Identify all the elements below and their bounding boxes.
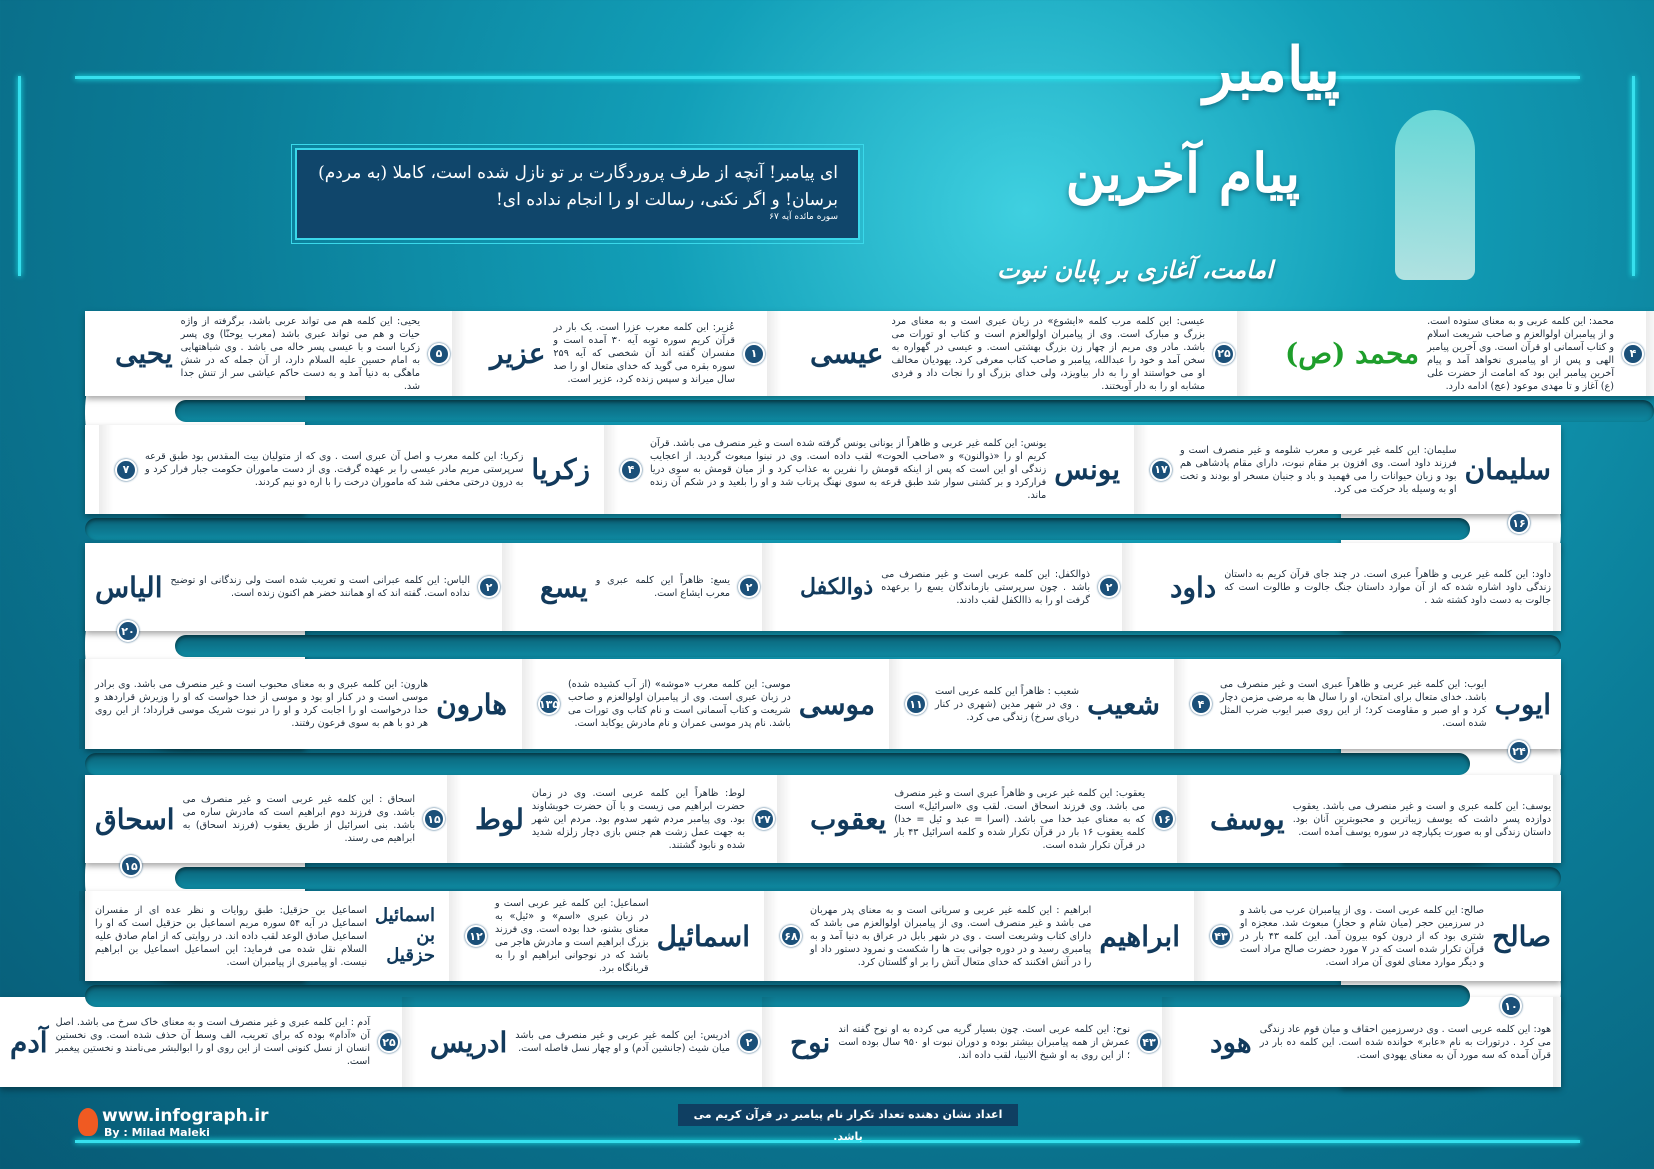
prophet-name: اسمائیل bbox=[656, 919, 750, 953]
mention-count-badge: ۲۵ bbox=[378, 1031, 400, 1053]
mention-count-badge: ۲۰ bbox=[117, 620, 139, 642]
mention-count-badge: ۶۸ bbox=[780, 925, 802, 947]
prophet-card bbox=[480, 311, 775, 396]
prophet-description: الیاس: این کلمه عبرانی است و تعریب شده است ولی زندگانی او توضیح نداده است. گفته اند که او همانند خضر هم اکنون زنده است. bbox=[170, 575, 470, 599]
prophet-name: آدم bbox=[10, 1025, 48, 1059]
prophet-description: عُزیر: این کلمه معرب عزرا است. یک بار در قرآن کریم سوره توبه آیه ۳۰ آمده است و مفسران گفته اند آن شخصی که آیه ۲۵۹ سوره بقره می گوید که خدای متعال او را صد سال میراند و سپس زنده کرد، عزیر است. bbox=[553, 322, 735, 385]
mention-count-badge: ۲ bbox=[738, 576, 760, 598]
prophet-card bbox=[85, 775, 455, 863]
mention-count-badge: ۴۳ bbox=[1210, 925, 1232, 947]
mention-count-badge: ۲ bbox=[1098, 576, 1120, 598]
prophet-description: ایوب: این کلمه غیر عربی و ظاهراً عبری است و غیر منصرف می باشد. خدای متعال برای امتحان، او را سال ها به مرضی مزمن دچار کرد و او صبر و مقاومت کرد؛ از این روی صبر ایوب ضرب المثل شده است. bbox=[1220, 679, 1487, 729]
prophet-description: یسع: ظاهراً این کلمه عبری و معرب ایشاع است. bbox=[595, 575, 730, 599]
prophet-name: محمد (ص) bbox=[1285, 337, 1420, 370]
mention-count-badge: ۱۳۵ bbox=[538, 693, 560, 715]
mention-count-badge: ۱۶ bbox=[1153, 808, 1175, 830]
prophet-name: لوط bbox=[475, 802, 524, 836]
prophet-name: ابراهیم bbox=[1099, 919, 1180, 953]
title-line-2: پیام آخرین bbox=[1065, 141, 1300, 205]
title-line-1: پیامبر bbox=[1203, 35, 1340, 105]
prophet-description: لوط: ظاهراً این کلمه عربی است. وی در زمان حضرت ابراهیم می زیست و با آن حضرت خویشاوند بود. وی پیامبر مردم شهر سدوم بود. مردم این شهر به جهت عمل زشت هم جنس بازی دچار زلزله شدید شده و نابود گشتند. bbox=[531, 787, 745, 851]
mention-count-badge: ۷ bbox=[115, 459, 137, 481]
footnote: اعداد نشان دهنده تعداد تکرار نام پیامبر در قرآن کریم می باشد. bbox=[678, 1104, 1018, 1126]
prophet-card bbox=[1180, 659, 1561, 749]
path-gap bbox=[85, 518, 1470, 540]
prophet-description: صالح: این کلمه عربی است . وی از پیامبران عرب می باشد و در سرزمین حجر (میان شام و حجاز) مبعوث شد. معجزه او شتری بود که از درون کوه بیرون آمد. این کلمه ۴۳ بار در قرآن تکرار شده است که در ۷ مورد حضرت صالح مراد است و دیگر موارد معنای لغوی آن مراد است. bbox=[1240, 904, 1485, 968]
prophet-description: یونس: این کلمه غیر عربی و ظاهراً از یونانی یونس گرفته شده است و غیر منصرف می باشد. قرآن کریم او را «ذوالنون» و «صاحب الحوت» لقب داده است. وی در نینوا مبعوث گردید. از اعجایب زندگی او این است که پس از اینکه قومش را نفرین به عذاب کرد و از میان قومش به سوی دریا فرارکرد و بر کشتی سوار شد طبق قرعه به سوی نهنگ پرتاب شد و او را بلعید و در شکم آن زنده ماند. bbox=[650, 438, 1047, 501]
raised-hands-icon bbox=[1395, 110, 1475, 280]
prophet-name: عزیر bbox=[490, 337, 546, 370]
prophet-name: موسی bbox=[798, 687, 875, 721]
prophet-name: یوسف bbox=[1210, 802, 1285, 836]
logo-mark-icon bbox=[78, 1108, 98, 1136]
prophet-description: اسماعیل: این کلمه غیر عربی است و در زبان عبری «اسم» و «ئیل» به معنای بشنو، خدا بوده است. وی فرزند بزرگ ابراهیم است و مادرش هاجر می باشد که در نوجوانی ابراهیم او را به قربانگاه برد. bbox=[495, 898, 649, 974]
prophet-card bbox=[780, 997, 1170, 1087]
mention-count-badge: ۲۵ bbox=[1213, 343, 1235, 365]
prophet-name: ادریس bbox=[430, 1025, 508, 1059]
prophet-description: زکریا: این کلمه معرب و اصل آن عبری است . وی که از متولیان بیت المقدس بود طبق قرعه سرپرستی مریم مادر عیسی را بر عهده گرفت. وی از دست ماموران حکومت جبار فرار کرد و به درون درختی مخفی شد که ماموران درخت را با اره دو نیم کردند. bbox=[145, 451, 524, 488]
prophet-description: ذوالکفل: این کلمه عربی است و غیر منصرف می باشد . چون سرپرستی بازماندگان یسع را برعهده گرفت او را به ذاالکفل لقب دادند. bbox=[881, 568, 1090, 606]
prophet-card bbox=[1160, 543, 1561, 631]
prophet-description: ابراهیم : این کلمه غیر عربی و سریانی است و به معنای پدر مهربان می باشد و غیر منصرف است. وی از پیامبران اولوالعزم می باشد که دارای کتاب وشریعت است . وی در شهر بابل در عراق به دنیا آمد و به پیامبری رسید و در دوره جوانی بت ها را شکست و نمرود دستور داد او را در آتش افکنند که خدای متعال آتش را بر او گلستان کرد. bbox=[810, 904, 1092, 968]
path-gap bbox=[175, 400, 1654, 422]
prophet-card bbox=[455, 891, 760, 981]
frame-line-top bbox=[75, 76, 1580, 79]
prophet-card bbox=[0, 997, 410, 1087]
frame-line-right bbox=[1632, 76, 1635, 276]
mention-count-badge: ۱۰ bbox=[1500, 995, 1522, 1017]
prophet-card bbox=[420, 997, 770, 1087]
prophet-description: یحیی: این کلمه هم می تواند عربی باشد، برگرفته از واژه حیات و هم می تواند عبری باشد (معرب یوحنّا) وی پسر زکریا است و با عیسی پسر خاله می باشد . وی شباهتهایی به امام حسین علیه السلام دارد، از آن جمله که در شش ماهگی به دنیا آمد و به دست حاکم عیاشی سر از تنش جدا شد. bbox=[180, 315, 420, 392]
author-credit: By : Milad Maleki bbox=[104, 1126, 210, 1139]
prophet-card bbox=[530, 543, 770, 631]
mention-count-badge: ۱۲ bbox=[465, 925, 487, 947]
prophet-description: یوسف: این کلمه عبری و است و غیر منصرف می باشد. یعقوب دوازده پسر داشت که یوسف زیباترین و محبوبترین آنان بود. داستان زندگی او به صورت یکپارچه در سوره یوسف آمده است. bbox=[1292, 800, 1551, 838]
prophet-card bbox=[528, 659, 885, 749]
prophet-name: یعقوب bbox=[810, 802, 887, 836]
prophet-card bbox=[105, 425, 600, 514]
prophet-card bbox=[1200, 997, 1561, 1087]
prophet-card bbox=[800, 775, 1185, 863]
prophet-name: اسحاق bbox=[95, 802, 175, 836]
prophet-card bbox=[105, 311, 460, 396]
mention-count-badge: ۱۷ bbox=[1150, 459, 1172, 481]
prophet-card bbox=[85, 659, 517, 749]
mention-count-badge: ۱۵ bbox=[423, 808, 445, 830]
prophet-name: شعیب bbox=[1087, 687, 1160, 721]
quote-box bbox=[295, 148, 860, 240]
prophet-card bbox=[895, 659, 1170, 749]
prophet-name: ذوالکفل bbox=[800, 574, 874, 600]
prophet-description: اسحاق : این کلمه غیر عربی است و غیر منصرف می باشد. وی فرزند دوم ابراهیم است که مادرش ساره می باشد. بنی اسرائیل از طریق یعقوب (فرزند اسحاق) به ابراهیم می رسند. bbox=[182, 794, 415, 844]
path-gap bbox=[175, 867, 1561, 889]
mention-count-badge: ۱۵ bbox=[120, 855, 142, 877]
mention-count-badge: ۴ bbox=[1190, 693, 1212, 715]
mention-count-badge: ۲ bbox=[478, 576, 500, 598]
prophet-card bbox=[800, 311, 1245, 396]
path-gap bbox=[175, 635, 1561, 657]
prophet-name: هارون bbox=[436, 687, 507, 721]
prophet-name: اسمائیل بن حزقیل bbox=[374, 905, 435, 966]
page-subtitle: امامت، آغازی بر پایان نبوت bbox=[997, 255, 1273, 284]
path-gap bbox=[85, 753, 1470, 775]
prophet-name: یسع bbox=[540, 570, 588, 604]
prophet-card bbox=[1200, 775, 1561, 863]
quote-text: ای پیامبر! آنچه از طرف پروردگارت بر تو نازل شده است، کاملا (به مردم) برسان! و اگر نکنی، رسالت او را انجام نداده ای! bbox=[318, 163, 838, 210]
prophet-description: شعیب : ظاهراً این کلمه عربی است . وی در شهر مدین (شهری در کنار دریای سرخ) زندگی می کرد. bbox=[935, 685, 1080, 723]
quote-source: سوره مائده آیه ۶۷ bbox=[769, 212, 838, 222]
prophet-description: یعقوب: این کلمه غیر عربی و ظاهراً عبری است و غیر منصرف می باشد. وی فرزند اسحاق است. لقب وی «اسرائیل» است که به معنای عبد خدا می باشد. (اسرا = عبد و ئیل = خدا) کلمه یعقوب ۱۶ بار در قرآن تکرار شده و کلمه اسرائیل ۴۳ بار در قرآن تکرار شده است. bbox=[894, 787, 1146, 851]
prophet-description: هود: این کلمه عربی است . وی درسرزمین احقاف و میان قوم عاد زندگی می کرد . درتورات به نام «عابر» خوانده شده است. این کلمه ده بار در قرآن آمده که سه مورد آن به معنای یهودی است. bbox=[1259, 1023, 1551, 1061]
prophet-name: هود bbox=[1210, 1025, 1252, 1059]
prophet-card bbox=[85, 543, 510, 631]
prophet-card bbox=[610, 425, 1130, 514]
prophet-name: ایوب bbox=[1494, 687, 1551, 721]
prophet-card bbox=[1140, 425, 1561, 514]
prophet-description: اسماعیل بن حزقیل: طبق روایات و نظر عده ای از مفسران اسماعیل در آیه ۵۴ سوره مریم اسماعیل بن حزقیل است که او را اسماعیل صادق الوعد لقب داده اند. در روایتی که از امام صادق علیه السلام نقل شده می فرماید: این اسماعیل اسماعیل بن ابراهیم نیست. او پیامبری از پیامبران است. bbox=[95, 904, 367, 968]
prophet-name: یحیی bbox=[115, 337, 173, 370]
website-link[interactable]: www.infograph.ir bbox=[102, 1106, 269, 1126]
page-title bbox=[960, 20, 1340, 240]
prophet-name: زکریا bbox=[531, 453, 590, 486]
prophet-description: داود: این کلمه غیر عربی و ظاهراً عبری است. در چند جای قرآن کریم به داستان زندگی داود اشاره شده که از آن موارد داستان جنگ جالوت و طالوت است که جالوت به دست داود کشته شد . bbox=[1224, 568, 1551, 606]
prophet-description: نوح: این کلمه عربی است. چون بسیار گریه می کرده به او نوح گفته اند عمرش از همه پیامبران بیشتر بوده و دوران نبوت او ۹۵۰ سال بوده است ؛ از این روی به او شیخ الانبیا، لقب داده اند. bbox=[838, 1023, 1130, 1061]
prophet-description: هارون: این کلمه عبری و به معنای محبوب است و غیر منصرف می باشد. وی برادر موسی است و در کنار او بود و موسی از خدا خواست که او را وزیرش قراردهد و خدا درخواست او را اجابت کرد و او را در نبوت شریک موسی قرارداد؛ از این روی هر دو با هم به سوی فرعون رفتند. bbox=[95, 679, 429, 729]
prophet-name: صالح bbox=[1492, 919, 1551, 953]
mention-count-badge: ۴ bbox=[1622, 343, 1644, 365]
prophet-name: سلیمان bbox=[1464, 453, 1551, 486]
prophet-card bbox=[770, 891, 1190, 981]
prophet-card bbox=[85, 891, 445, 981]
frame-line-bottom bbox=[75, 1140, 1580, 1143]
mention-count-badge: ۲۴ bbox=[1508, 740, 1530, 762]
prophet-description: موسی: این کلمه معرب «موشه» (از آب کشیده شده) در زبان عبری است. وی از پیامبران اولوالعزم و صاحب شریعت و کتاب آسمانی است و نام کتاب وی تورات می باشد. نام پدر موسی عمران و نام مادرش یوکابد است. bbox=[568, 679, 791, 729]
prophet-description: ادریس: این کلمه غیر عربی و غیر منصرف می باشد میان شیث (جانشین آدم) و او چهار نسل فاصله است. bbox=[515, 1030, 730, 1054]
mention-count-badge: ۵ bbox=[428, 343, 450, 365]
prophet-description: عیسی: این کلمه مرب کلمه «ایشوع» در زبان عبری است و به معنای مرد بزرگ و مبارک است. وی از پیامبران اولوالعزم است و کتاب او تورات می باشد. مادر وی مریم از چهار زن بزرگ بهشتی است. و عیسی در گهواره به سخن آمد و خود را عبدالله، پیامبر و صاحب کتاب معرفی کرد. یهودیان مخالف او می خواستند او را به دار بیاویزد، ولی خدای بزرگ او را نجات داد و فردی مشابه او را به دار آویختند. bbox=[891, 315, 1205, 392]
prophet-card bbox=[1200, 891, 1561, 981]
prophet-name: نوح bbox=[790, 1025, 831, 1059]
mention-count-badge: ۱۶ bbox=[1508, 512, 1530, 534]
prophet-description: سلیمان: این کلمه غیر عربی و معرب شلومه و غیر منصرف است و فرزند داود است. وی افزون بر مقام نبوت، دارای مقام پادشاهی هم بود و زبان حیوانات را می فهمید و باد و جنیان مسخر او بودند و تخت او به وسیله باد حرکت می کرد. bbox=[1180, 444, 1457, 495]
prophet-card bbox=[790, 543, 1130, 631]
prophet-name: عیسی bbox=[810, 337, 884, 370]
prophet-description: آدم : این کلمه عبری و غیر منصرف است و به معنای خاک سرخ می باشد. اصل آن «آدام» بوده که برای تعریب، الف وسط آن حذف شده است. وی نخستین انسان از نسل کنونی است از این روی او را ابوالبشر می‌نامند و نخستین پیغمبر است. bbox=[55, 1017, 370, 1067]
mention-count-badge: ۲۷ bbox=[753, 808, 775, 830]
mention-count-badge: ۱ bbox=[743, 343, 765, 365]
prophet-card bbox=[465, 775, 785, 863]
mention-count-badge: ۱۱ bbox=[905, 693, 927, 715]
prophet-name: داود bbox=[1170, 570, 1217, 604]
prophet-name: الیاس bbox=[95, 570, 163, 604]
mention-count-badge: ۴۳ bbox=[1138, 1031, 1160, 1053]
prophet-card bbox=[1275, 311, 1654, 396]
logo bbox=[78, 1106, 268, 1139]
frame-line-left bbox=[18, 76, 21, 276]
mention-count-badge: ۲ bbox=[738, 1031, 760, 1053]
prophet-description: محمد: این کلمه عربی و به معنای ستوده است. و از پیامبران اولوالعزم و صاحب شریعت اسلام و کتاب آسمانی او قرآن است. وی آخرین پیامبر الهی و پس از او پیامبری نخواهد آمد و پیام آخرین پیامبر این بود که امامت از حضرت علی (ع) آغاز و تا مهدی موعود (عج) ادامه دارد. bbox=[1427, 315, 1614, 392]
mention-count-badge: ۴ bbox=[620, 459, 642, 481]
prophet-name: یونس bbox=[1054, 453, 1120, 486]
